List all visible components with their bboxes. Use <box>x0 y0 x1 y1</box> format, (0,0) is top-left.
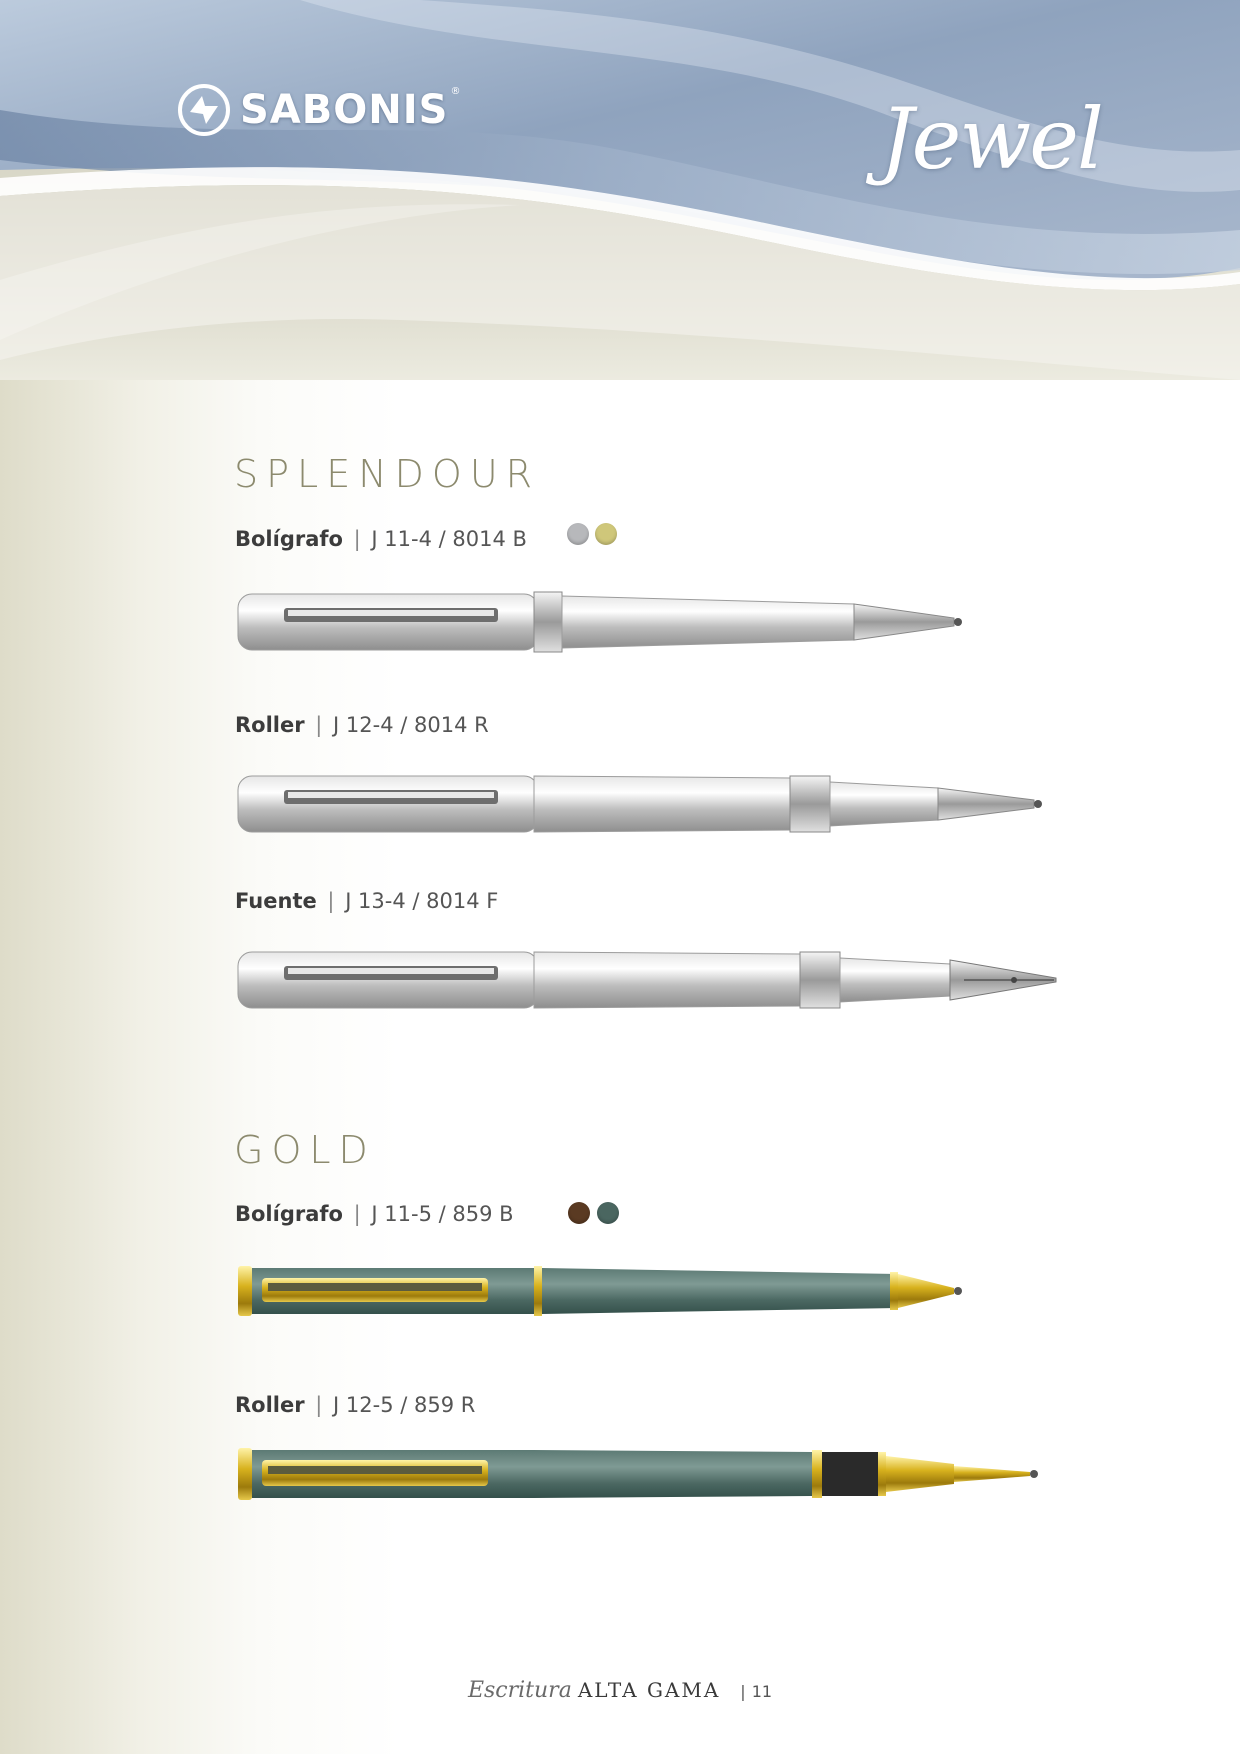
header-wave-graphic <box>0 0 1240 380</box>
page-separator: | <box>740 1682 746 1701</box>
label-separator: | <box>353 527 361 551</box>
pen-image-roller-green <box>234 1440 1044 1506</box>
pen-image-fountain-silver <box>234 942 1068 1018</box>
pen-image-roller-silver <box>234 766 1054 842</box>
footer-script-text: Escritura <box>467 1678 572 1703</box>
page-footer <box>0 1678 1240 1703</box>
color-swatch-silver <box>567 523 589 545</box>
pen-image-ballpoint-silver <box>234 584 974 660</box>
label-separator: | <box>315 1393 323 1417</box>
color-swatch-green <box>597 1202 619 1224</box>
product-label <box>235 889 498 913</box>
product-name: Roller <box>235 713 305 737</box>
product-code: J 12-4 / 8014 R <box>333 713 489 737</box>
product-code: J 11-4 / 8014 B <box>371 527 527 551</box>
color-swatch-gold <box>595 523 617 545</box>
product-label <box>235 527 527 551</box>
label-separator: | <box>315 713 323 737</box>
section-title-gold: GOLD <box>234 1128 376 1172</box>
brand-name: SABONIS <box>240 87 449 133</box>
product-name: Bolígrafo <box>235 1202 343 1226</box>
product-code: J 13-4 / 8014 F <box>345 889 499 913</box>
product-code: J 11-5 / 859 B <box>371 1202 514 1226</box>
label-separator: | <box>327 889 335 913</box>
product-label <box>235 1202 514 1226</box>
product-name: Fuente <box>235 889 317 913</box>
footer-caption: ALTA GAMA <box>577 1678 721 1702</box>
collection-title: Jewel <box>880 90 1102 188</box>
label-separator: | <box>353 1202 361 1226</box>
color-swatch-brown <box>568 1202 590 1224</box>
product-label <box>235 713 489 737</box>
product-label <box>235 1393 475 1417</box>
sabonis-emblem-icon <box>176 82 232 138</box>
product-name: Roller <box>235 1393 305 1417</box>
product-code: J 12-5 / 859 R <box>333 1393 476 1417</box>
brand-logo <box>176 82 460 138</box>
section-title-splendour: SPLENDOUR <box>234 452 541 496</box>
registered-mark: ® <box>450 86 461 97</box>
header-banner <box>0 0 1240 380</box>
pen-image-ballpoint-green <box>234 1258 974 1322</box>
product-name: Bolígrafo <box>235 527 343 551</box>
page-number: 11 <box>751 1682 773 1701</box>
